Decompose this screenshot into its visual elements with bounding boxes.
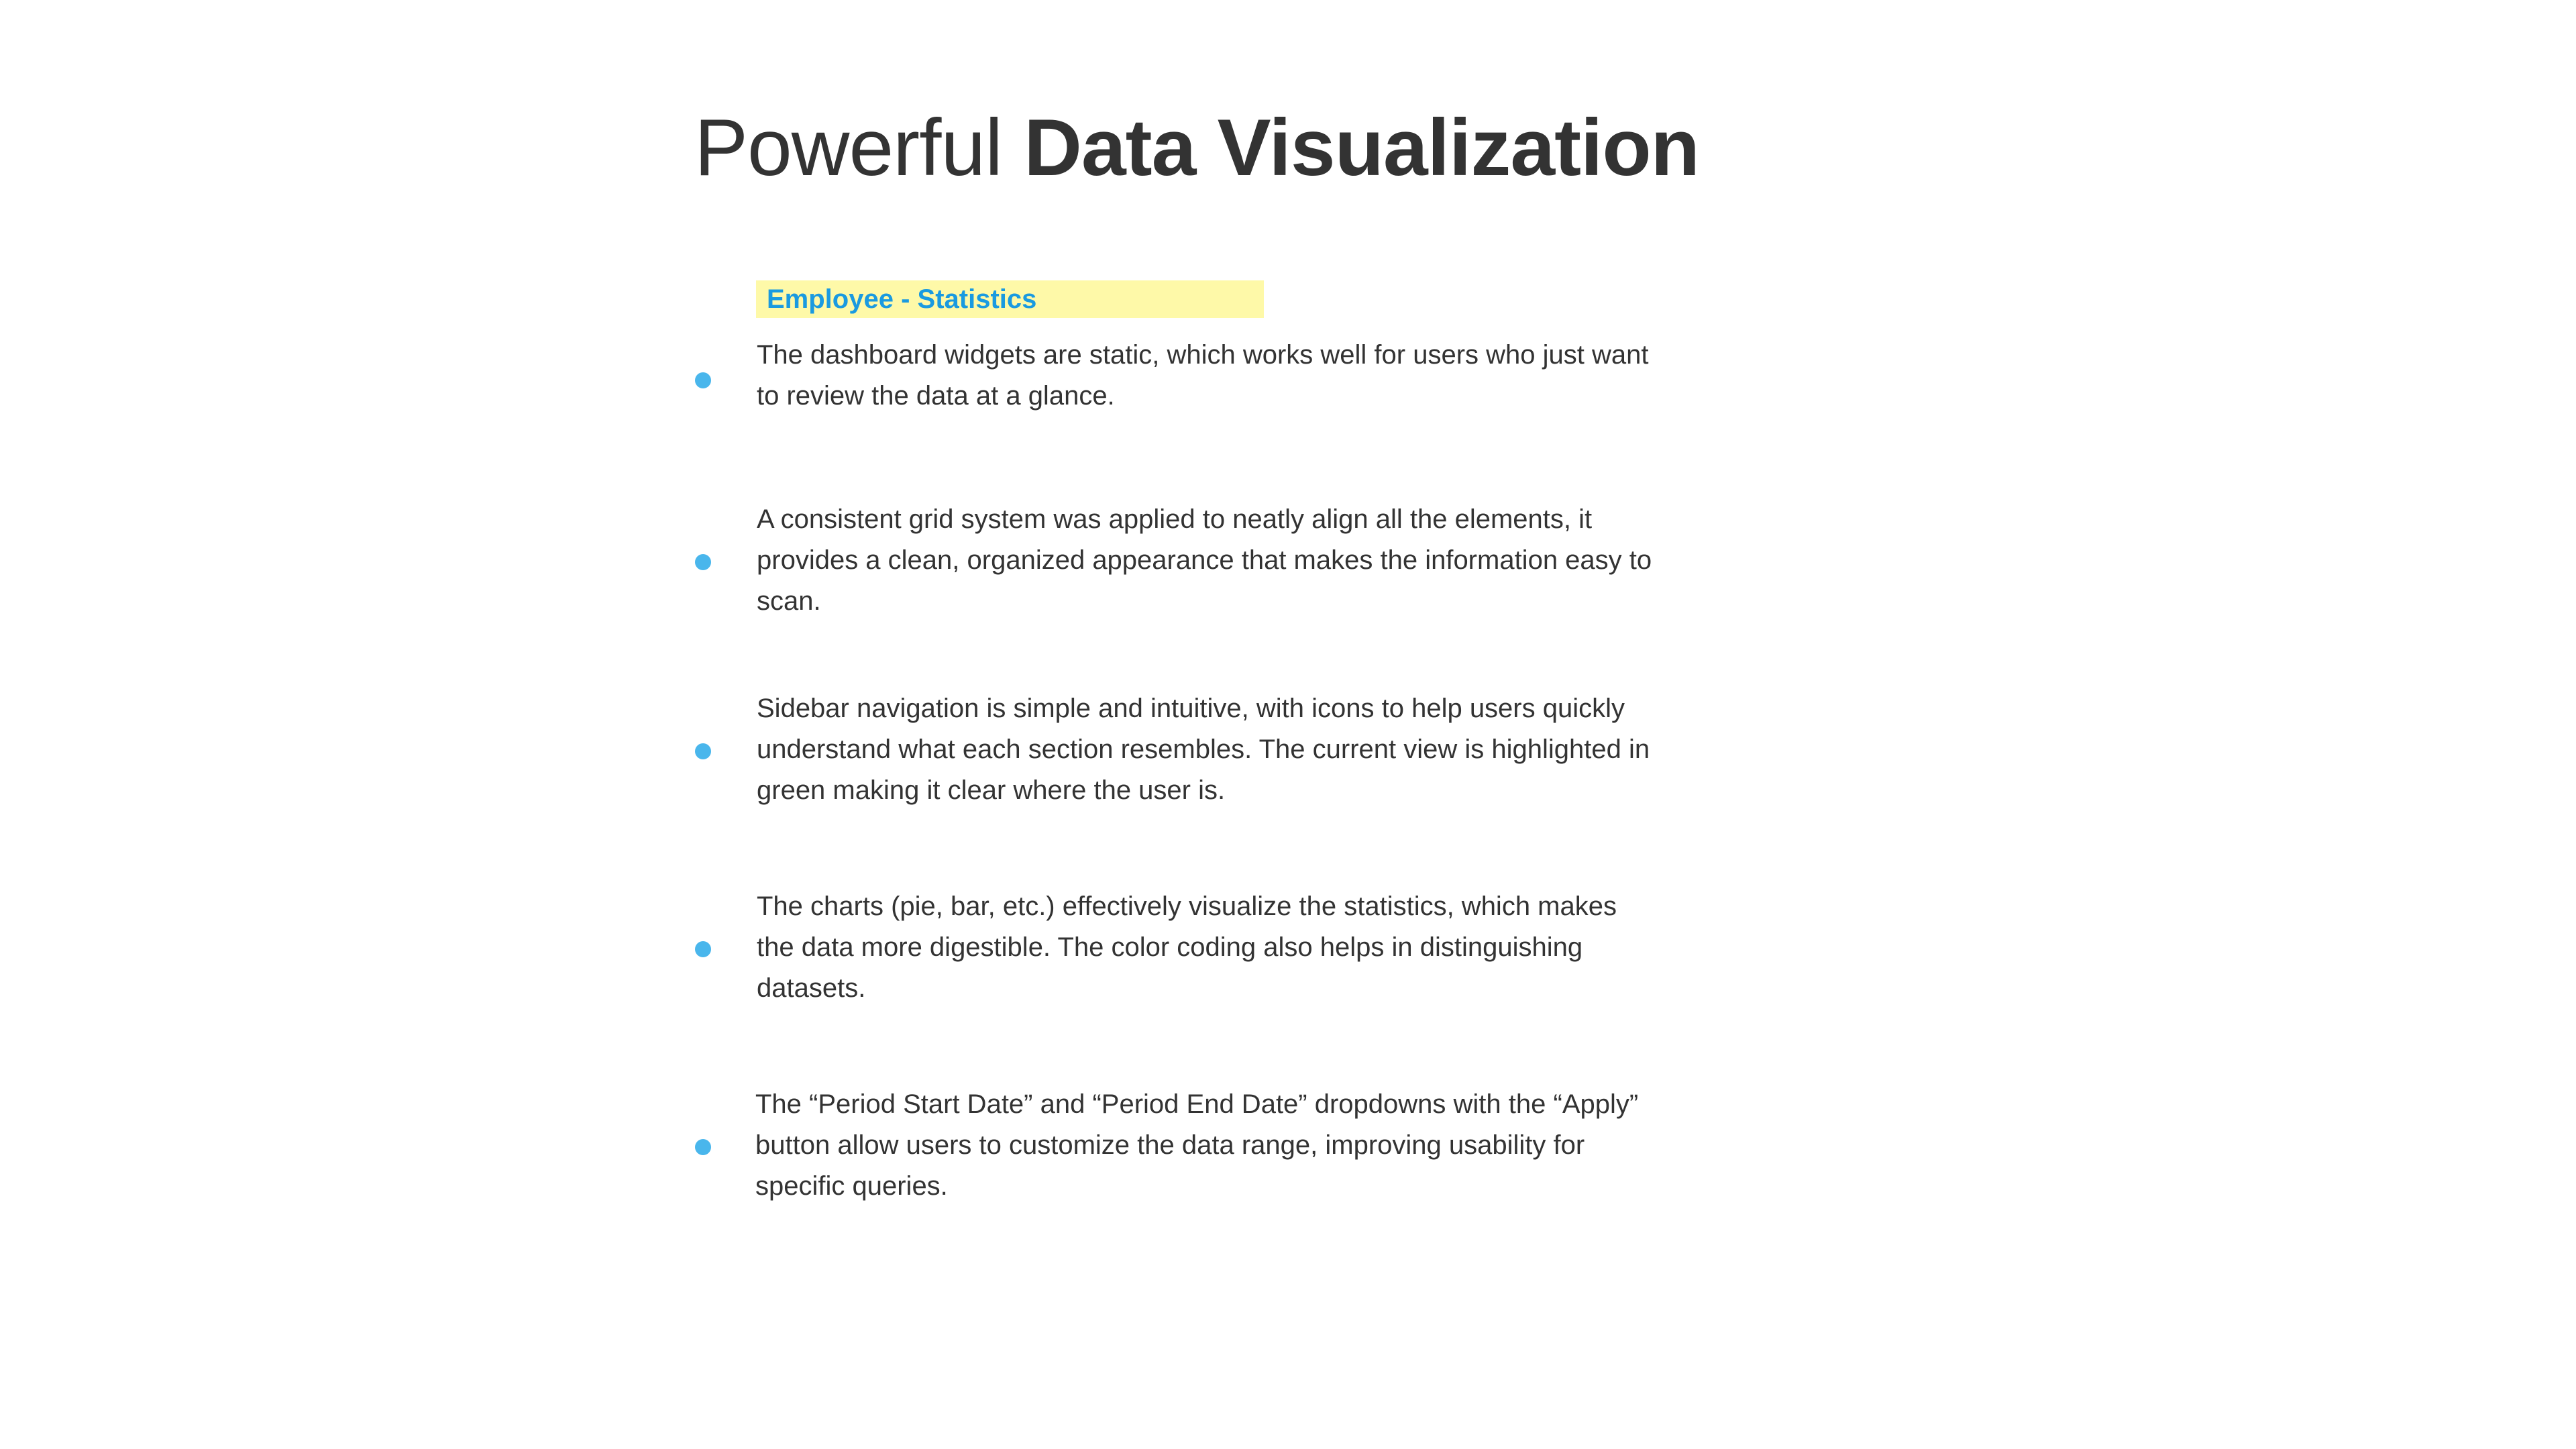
page-title — [694, 94, 1699, 201]
bullet-text: A consistent grid system was applied to neatly align all the elements, it provides a clean, organized appearance that makes the information easy to scan. — [757, 504, 1652, 616]
page-title-light: Powerful — [694, 103, 1002, 193]
bullet-text: The dashboard widgets are static, which works well for users who just want to review the data at a glance. — [757, 340, 1649, 411]
bullet-dot-icon — [695, 554, 711, 570]
bullet-dot-icon — [695, 372, 711, 388]
bullet-dot-icon — [695, 1139, 711, 1155]
bullet-dot-icon — [695, 941, 711, 957]
bullet-dot-icon — [695, 743, 711, 759]
bullet-text: Sidebar navigation is simple and intuitive, with icons to help users quickly understand what each section resembles. The current view is highlighted in green making it clear where the user is. — [757, 694, 1650, 805]
section-label-employee-statistics: Employee - Statistics — [756, 280, 1264, 318]
bullet-text: The charts (pie, bar, etc.) effectively visualize the statistics, which makes the data more digestible. The color coding also helps in distinguishing datasets. — [757, 892, 1617, 1003]
page-title-bold: Data Visualization — [1024, 103, 1699, 193]
bullet-text: The “Period Start Date” and “Period End Date” dropdowns with the “Apply” button allow users to customize the data range, improving usability for specific queries. — [755, 1089, 1639, 1201]
